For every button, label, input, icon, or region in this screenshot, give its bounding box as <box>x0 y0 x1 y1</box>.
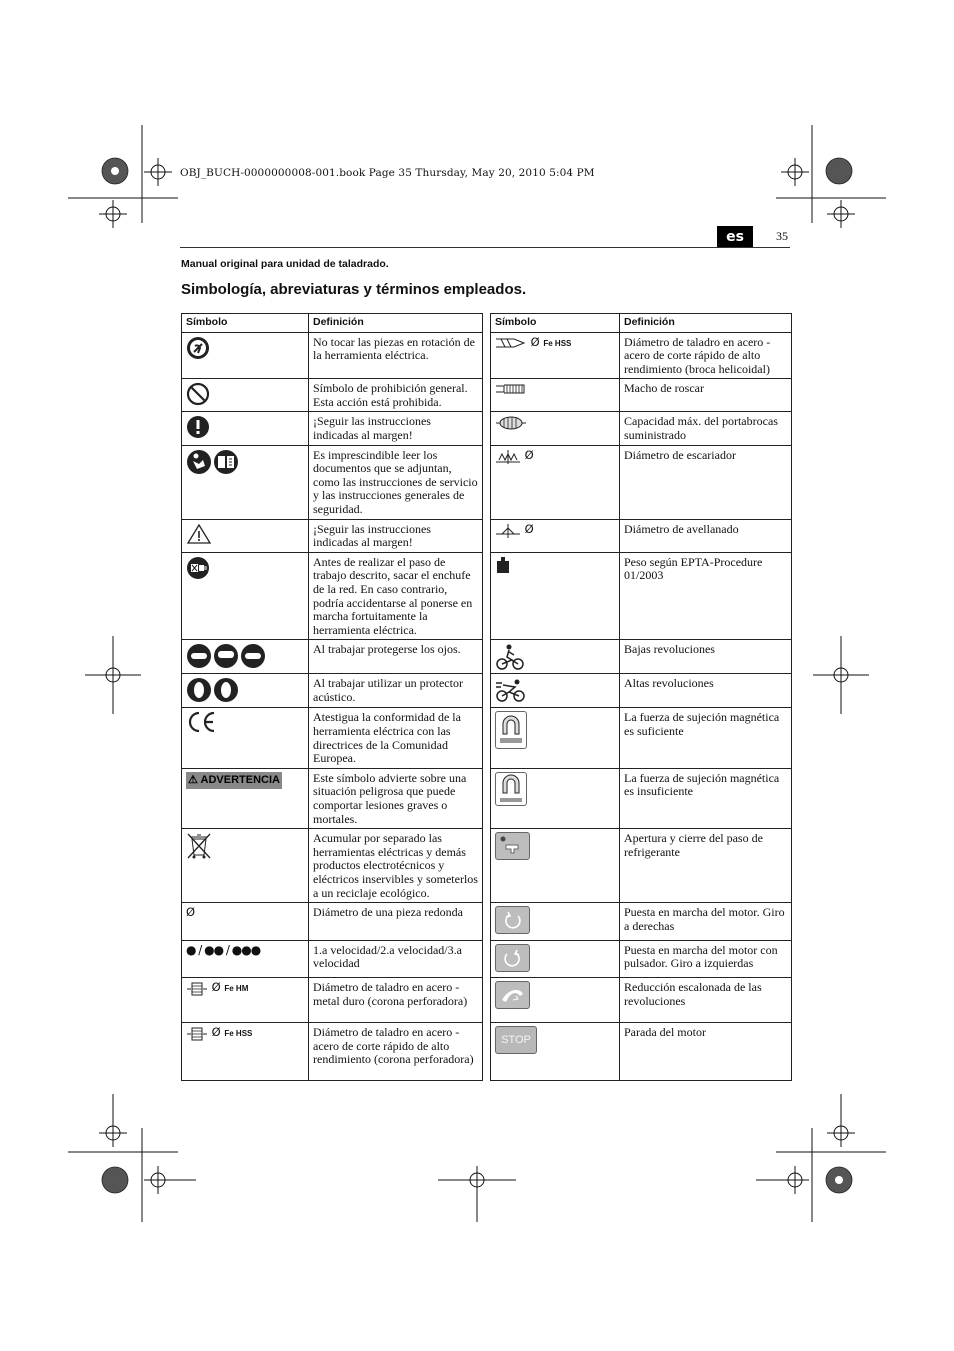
manual-subtitle: Manual original para unidad de taladrado. <box>181 258 389 270</box>
section-title: Simbología, abreviaturas y términos empleados. <box>181 281 527 298</box>
table-header-row <box>182 314 792 333</box>
table-row: ¡Seguir las instrucciones indicadas al margen! Ø Diámetro de avellanado <box>182 519 792 552</box>
table-row: Ø Fe HSS Diámetro de taladro en acero - acero de corte rápido de alto rendimiento (corona perforadora) STOP Parada del motor <box>182 1023 792 1081</box>
table-row: Acumular por separado las herramientas eléctricas y demás productos electrotécnicos y eléctricos inservibles y someterlos a un reciclaje ecológico. Apertura y cierre del paso de refrigerante <box>182 829 792 903</box>
core-drill-hss-icon <box>186 1026 208 1042</box>
motor-start-left-icon <box>495 944 530 972</box>
warning-triangle-icon <box>186 523 212 545</box>
header-divider <box>180 247 790 248</box>
book-info-line: OBJ_BUCH-0000000008-001.book Page 35 Thursday, May 20, 2010 5:04 PM <box>180 167 595 179</box>
core-drill-hm-icon <box>186 981 208 997</box>
table-row: Símbolo de prohibición general. Esta acción está prohibida. Macho de roscar <box>182 379 792 412</box>
chuck-icon <box>495 415 527 431</box>
magnet-insufficient-icon <box>495 772 527 806</box>
table-row: Es imprescindible leer los documentos que se adjuntan, como las instrucciones de servicio y las instrucciones generales de seguridad. Ø Diámetro de escariador <box>182 445 792 519</box>
language-badge: es <box>717 226 753 248</box>
table-row: Al trabajar utilizar un protector acústico. Altas revoluciones <box>182 674 792 708</box>
ear-protection-icon <box>186 677 240 703</box>
speed-reduction-icon <box>495 981 530 1009</box>
ce-mark-icon <box>186 711 216 733</box>
symbols-table <box>181 313 792 1081</box>
table-row: ● / ●● / ●●● 1.a velocidad/2.a velocidad/3.a velocidad Puesta en marcha del motor con pulsador. Giro a izquierdas <box>182 940 792 978</box>
speed-dots-icon: ● / ●● / ●●● <box>186 942 261 957</box>
table-row: Ø Fe HM Diámetro de taladro en acero - metal duro (corona perforadora) Reducción escalonada de las revoluciones <box>182 978 792 1023</box>
tap-icon <box>495 382 527 396</box>
no-touch-rotating-icon <box>186 336 210 360</box>
table-row: ⚠ ADVERTENCIA Este símbolo advierte sobre una situación peligrosa que puede comportar lesiones graves o mortales. La fuerza de sujeción magnética es insuficiente <box>182 768 792 828</box>
header-symbol-left: Símbolo <box>182 314 309 333</box>
recycling-bin-icon <box>186 832 212 860</box>
table-row: Atestigua la conformidad de la herramienta eléctrica con las directrices de la Comunidad Europea. La fuerza de sujeción magnética es suficiente <box>182 708 792 768</box>
diameter-icon: Ø <box>186 905 196 920</box>
unplug-icon <box>186 556 210 580</box>
header-definition-left: Definición <box>309 314 483 333</box>
low-speed-bike-icon <box>495 643 525 671</box>
countersink-icon <box>495 523 521 539</box>
high-speed-bike-icon <box>495 677 527 703</box>
weight-icon <box>495 556 511 574</box>
page-number: 35 <box>776 229 788 243</box>
exclamation-icon <box>186 415 210 439</box>
table-row: No tocar las piezas en rotación de la herramienta eléctrica. Ø Fe HSS Diámetro de taladro en acero - acero de corte rápido de alto rendimiento (broca helicoidal) <box>182 332 792 379</box>
advertencia-label: ⚠ ADVERTENCIA <box>186 772 282 789</box>
reamer-icon <box>495 449 521 465</box>
read-manual-icon <box>186 449 240 475</box>
header-definition-right: Definición <box>620 314 792 333</box>
header-symbol-right: Símbolo <box>491 314 620 333</box>
coolant-tap-icon <box>495 832 530 860</box>
motor-start-right-icon <box>495 906 530 934</box>
table-row: Antes de realizar el paso de trabajo descrito, sacar el enchufe de la red. En caso contrario, podría accidentarse al ponerse en marcha fortuitamente la herramienta eléctrica. Peso según EPTA-Procedure 01/2003 <box>182 552 792 640</box>
stop-button-icon: STOP <box>495 1026 537 1054</box>
eye-protection-icon <box>186 643 266 669</box>
table-row: Ø Diámetro de una pieza redonda Puesta en marcha del motor. Giro a derechas <box>182 903 792 941</box>
magnet-sufficient-icon <box>495 711 527 749</box>
twist-drill-hss-icon <box>495 336 527 350</box>
prohibition-icon <box>186 382 210 406</box>
table-row: ¡Seguir las instrucciones indicadas al margen! Capacidad máx. del portabrocas suministrado <box>182 412 792 445</box>
table-row: Al trabajar protegerse los ojos. Bajas revoluciones <box>182 640 792 674</box>
